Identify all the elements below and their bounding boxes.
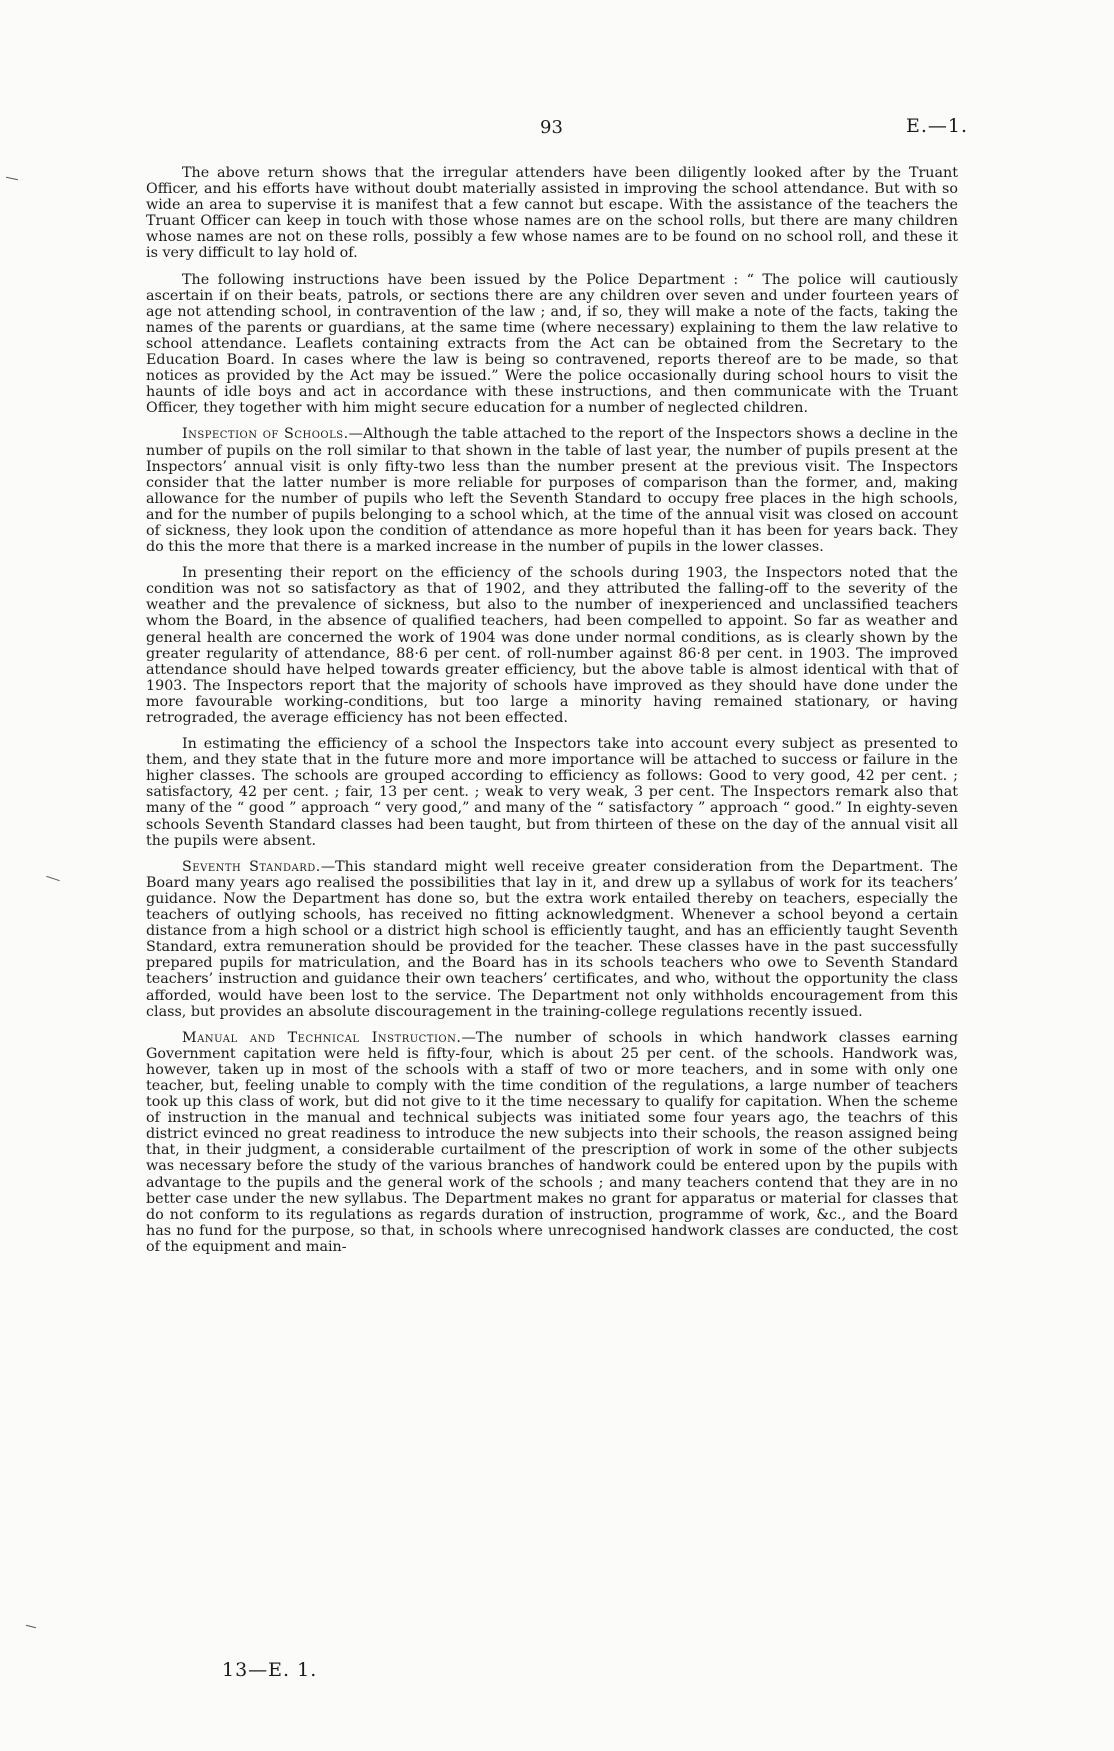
paragraph-police-instructions: The following instructions have been issued by the Police Department : “ The police will cautiously ascertain if on their beats, patrols, or sections there are any children over seven and under fourteen years of age not attending school, in contravention of the law ; and, if so, they will make a note of the facts, taking the names of the parents or guardians, at the same time (where necessary) explaining to them the law relative to school attendance. Leaflets containing extracts from the Act can be obtained from the Secretary to the Education Board. In cases where the law is being so contravened, reports thereof are to be made, so that notices as provided by the Act may be issued.” Were the police occasionally during school hours to visit the haunts of idle boys and act in accordance with these instructions, and then communicate with the Truant Officer, they together with him might secure education for a number of neglected children. <box>146 271 958 417</box>
heading-inspection-of-schools: Inspection of Schools. <box>182 426 349 443</box>
paragraph-truant-officer: The above return shows that the irregular attenders have been diligently looked after by the Truant Officer, and his efforts have without doubt materially assisted in improving the school attendance. But with so wide an area to supervise it is manifest that a few cannot but escape. With the assistance of the teachers the Truant Officer can keep in touch with those whose names are on the school rolls, but there are many children whose names are not on these rolls, possibly a few whose names are to be found on no school roll, and these it is very difficult to lay hold of. <box>146 165 958 262</box>
paragraph-efficiency-estimate: In estimating the efficiency of a school the Inspectors take into account every subject as presented to them, and they state that in the future more and more importance will be attached to success or failure in the higher classes. The schools are grouped according to efficiency as follows: Good to very good, 42 per cent. ; satisfactory, 42 per cent. ; fair, 13 per cent. ; weak to very weak, 3 per cent. The Inspectors remark also that many of the “ good ” approach “ very good,” and many of the “ satisfactory ” approach “ good.” In eighty-seven schools Seventh Standard classes had been taught, but from thirteen of these on the day of the annual visit all the pupils were absent. <box>146 736 958 849</box>
paragraph-efficiency-1903: In presenting their report on the efficiency of the schools during 1903, the Inspectors noted that the condition was not so satisfactory as that of 1902, and they attributed the falling-off to the severity of the weather and the prevalence of sickness, but also to the number of inexperienced and unclassified teachers whom the Board, in the absence of qualified teachers, had been compelled to appoint. So far as weather and general health are concerned the work of 1904 was done under normal conditions, as is clearly shown by the greater regularity of attendance, 88·6 per cent. of roll-number against 86·8 per cent. in 1903. The improved attendance should have helped towards greater efficiency, but the above table is almost identical with that of 1903. The Inspectors report that the majority of schools have improved as they should have done under the more favourable working-conditions, but too large a minority having remained stationary, or having retrograded, the average efficiency has not been effected. <box>146 565 958 726</box>
page-number: 93 <box>540 117 563 138</box>
paragraph-inspection-of-schools <box>146 426 958 555</box>
paragraph-inspection-text: —Although the table attached to the report of the Inspectors shows a decline in the number of pupils on the roll similar to that shown in the table of last year, the number of pupils present at the Inspectors’ annual visit is only fifty-two less than the number present at the previous visit. The Inspectors consider that the latter number is more reliable for purposes of comparison than the former, and, making allowance for the number of pupils who left the Seventh Standard to occupy free places in the high schools, and for the number of pupils belonging to a school which, at the time of the annual visit was closed on account of sickness, they look upon the condition of attendance as more hopeful than it has been for years back. They do this the more that there is a marked increase in the number of pupils in the lower classes. <box>146 426 959 556</box>
margin-mark <box>6 177 18 180</box>
margin-mark <box>26 1625 36 1629</box>
page-code: E.—1. <box>906 115 969 137</box>
body-text <box>146 165 958 1265</box>
signature-mark: 13—E. 1. <box>222 1659 318 1681</box>
paragraph-manual-technical-text: —The number of schools in which handwork classes earning Government capitation were held is fifty-four, which is about 25 per cent. of the schools. Handwork was, however, taken up in most of the schools with a staff of two or more teachers, and in some with only one teacher, but, feeling unable to comply with the time condition of the regulations, a large number of teachers took up this class of work, but did not give to it the time necessary to qualify for capitation. When the scheme of instruction in the manual and technical subjects was initiated some four years ago, the teachrs of this district evinced no great readiness to introduce the new subjects into their schools, the reason assigned being that, in their judgment, a considerable curtailment of the prescription of work in some of the other subjects was necessary before the study of the various branches of handwork could be entered upon by the pupils with advantage to the pupils and the general work of the schools ; and many teachers contend that they are in no better case under the new syllabus. The Department makes no grant for apparatus or material for classes that do not conform to its regulations as regards duration of instruction, programme of work, &c., and the Board has no fund for the purpose, so that, in schools where unrecognised handwork classes are conducted, the cost of the equipment and main- <box>146 1029 958 1255</box>
paragraph-seventh-standard-text: —This standard might well receive greater consideration from the Department. The Board many years ago realised the possibilities that lay in it, and drew up a syllabus of work for its teachers’ guidance. Now the Department has done so, but the extra work entailed thereby on teachers, especially the teachers of outlying schools, has received no fitting acknowledgment. Whenever a school beyond a certain distance from a high school or a district high school is efficiently taught, and has an efficiently taught Seventh Standard, extra remuneration should be provided for the teacher. These classes have in the past successfully prepared pupils for matriculation, and the Board has in its schools teachers who owe to Seventh Standard teachers’ instruction and guidance their own teachers’ certificates, and who, without the opportunity the class afforded, would have been lost to the service. The Department not only withholds encouragement from this class, but provides an absolute discouragement in the training-college regulations recently issued. <box>146 858 958 1020</box>
margin-mark <box>46 876 60 881</box>
paragraph-manual-technical <box>146 1030 958 1255</box>
paragraph-seventh-standard <box>146 859 958 1020</box>
heading-seventh-standard: Seventh Standard. <box>182 858 321 875</box>
heading-manual-technical: Manual and Technical Instruction. <box>182 1029 462 1046</box>
